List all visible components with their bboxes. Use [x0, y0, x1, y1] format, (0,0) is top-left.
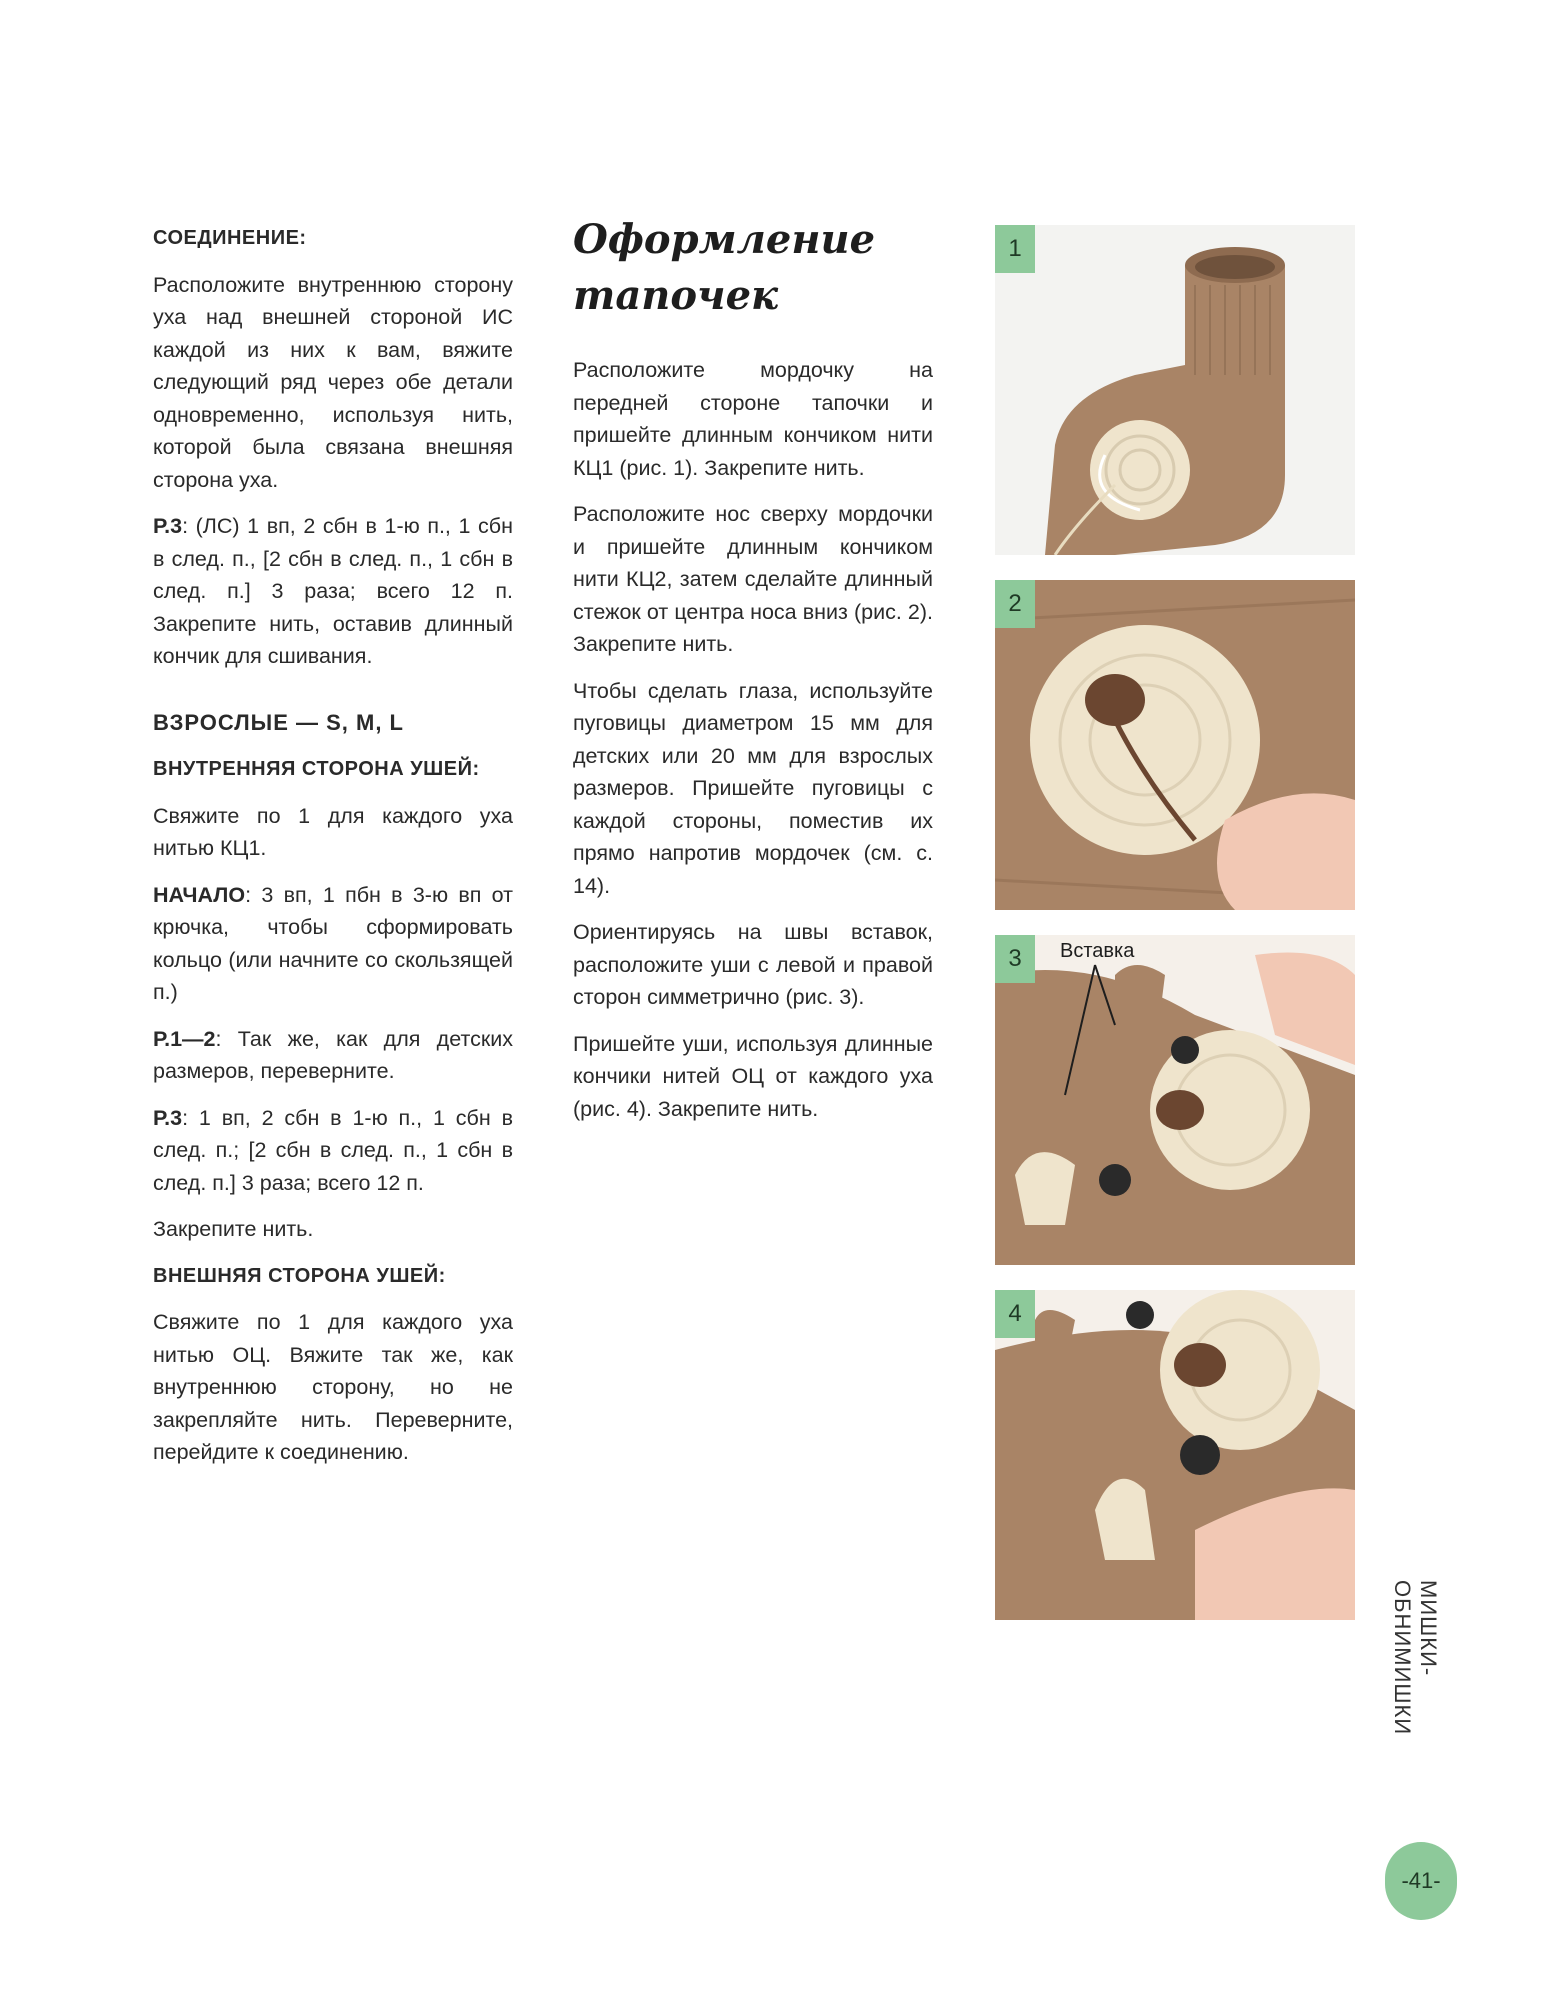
inner-ears-heading: ВНУТРЕННЯЯ СТОРОНА УШЕЙ: — [153, 758, 480, 780]
slipper-illustration-4 — [995, 1290, 1355, 1620]
fasten-text: Закрепите нить. — [153, 1217, 314, 1241]
start-label: НАЧАЛО — [153, 882, 246, 907]
joining-text: Расположите внутреннюю сторону уха над внешней стороной ИС каждой из них к вам, вяжите следующий ряд через обе детали одновременно, используя нить, которой была связана внешняя сторона уха. — [153, 272, 513, 492]
rows12-text: : Так же, как для детских размеров, переверните. — [153, 1026, 513, 1083]
row3b-label: Р.3 — [153, 1105, 183, 1130]
page-number: -41- — [1385, 1842, 1457, 1920]
paragraph-2: Расположите нос сверху мордочки и пришейте длинным кончиком нити КЦ2, затем сделайте длинный стежок от центра носа вниз (рис. 2). Закрепите нить. — [573, 502, 933, 656]
start-instruction — [153, 879, 513, 1009]
rows12-label: Р.1—2 — [153, 1026, 216, 1051]
photo-4-number: 4 — [995, 1290, 1035, 1338]
row3b-text: : 1 вп, 2 сбн в 1-ю п., 1 сбн в след. п.; [2 сбн в след. п., 1 сбн в след. п.] 3 раза; всего 12 п. — [153, 1105, 513, 1195]
title-line-1: Оформление — [573, 216, 876, 263]
paragraph-4: Ориентируясь на швы вставок, расположите уши с левой и правой сторон симметрично (рис. 3). — [573, 920, 933, 1009]
paragraph-1: Расположите мордочку на передней стороне тапочки и пришейте длинным кончиком нити КЦ1 (рис. 1). Закрепите нить. — [573, 358, 933, 480]
paragraph-3: Чтобы сделать глаза, используйте пуговицы диаметром 15 мм для детских или 20 мм для взрослых размеров. Пришейте пуговицы с каждой стороны, поместив их прямо напротив мордочек (см. с. 14). — [573, 678, 933, 898]
photo-4 — [995, 1290, 1355, 1620]
photo-2 — [995, 580, 1355, 910]
row3-text: : (ЛС) 1 вп, 2 сбн в 1-ю п., 1 сбн в след. п., [2 сбн в след. п., 1 сбн в след. п.] 3 раза; всего 12 п. Закрепите нить, оставив длинный кончик для сшивания. — [153, 514, 513, 668]
inner-ears-text: Свяжите по 1 для каждого уха нитью КЦ1. — [153, 803, 513, 860]
slipper-illustration-3 — [995, 935, 1355, 1265]
rows12-instruction — [153, 1023, 513, 1088]
insert-label: Вставка — [1060, 940, 1135, 962]
row3-label: Р.3 — [153, 514, 183, 538]
section-title — [573, 212, 933, 324]
middle-column — [573, 212, 933, 1139]
slipper-illustration-1 — [995, 225, 1355, 555]
photo-3-number: 3 — [995, 935, 1035, 983]
joining-heading: СОЕДИНЕНИЕ: — [153, 227, 307, 249]
left-column — [153, 222, 513, 1483]
start-text: : 3 вп, 1 пбн в 3-ю вп от крючка, чтобы сформировать кольцо (или начните со скользящей п.) — [153, 882, 513, 1004]
outer-ears-heading: ВНЕШНЯЯ СТОРОНА УШЕЙ: — [153, 1264, 446, 1287]
section-sidebar-label: МИШКИ-ОБНИМИШКИ — [1390, 1580, 1441, 1736]
slipper-illustration-2 — [995, 580, 1355, 910]
photo-2-number: 2 — [995, 580, 1035, 628]
photo-1 — [995, 225, 1355, 555]
title-line-2: тапочек — [573, 272, 779, 319]
row3-instruction — [153, 510, 513, 673]
photo-1-number: 1 — [995, 225, 1035, 273]
photo-3 — [995, 935, 1355, 1265]
outer-ears-text: Свяжите по 1 для каждого уха нитью ОЦ. Вяжите так же, как внутреннюю сторону, но не закрепляйте нить. Переверните, перейдите к соединению. — [153, 1310, 513, 1464]
paragraph-5: Пришейте уши, используя длинные кончики нитей ОЦ от каждого уха (рис. 4). Закрепите нить. — [573, 1031, 933, 1121]
row3b-instruction — [153, 1102, 513, 1200]
adults-heading: ВЗРОСЛЫЕ — S, M, L — [153, 709, 404, 735]
